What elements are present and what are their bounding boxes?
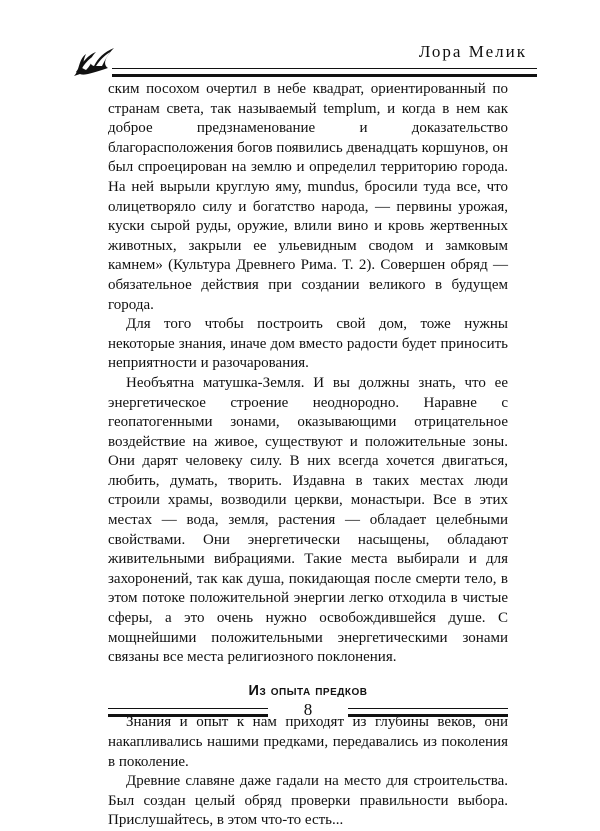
- paragraph-earth: Необъятна матушка-Земля. И вы должны знать, что ее энергетическое строение неоднородно. Наравне с геопатогенными зонами, оказывающими отрицательное воздействие на живое, существуют и положительные зоны. Они дарят человеку силу. В них всегда хочется двигаться, любить, думать, творить. Издавна в таких местах люди строили храмы, возводили церкви, монастыри. Все в этих местах — вода, земля, растения — обладает целебными свойствами. Они энергетически насыщены, обладают живительными вибрациями. Такие места выбирали и для захоронений, так как душа, покидающая после смерти тело, в этом потоке положительной энергии легко отходила в чистые сферы, а это очень нужно освобождившейся душе. С мощнейшими положительными энергетическими зонами связаны все места религиозного поклонения.: [108, 374, 508, 666]
- paragraph-house: Для того чтобы построить свой дом, тоже нужны некоторые знания, иначе дом вместо радости будет приносить неприятности и разочарования.: [108, 316, 508, 372]
- paragraph-continuation: ским посохом очертил в небе квадрат, ориентированный по странам света, так называемый templum, и когда в нем как доброе предзнаменование и доказательство благорасположения богов появились двенадцать коршунов, он был спроецирован на землю и определил территорию города. На ней вырыли круглую яму, mundus, бросили туда все, что олицетворяло силу и богатство народа, — первины урожая, куски сырой руды, оружие, влили вино и кровь жертвенных животных, закрыли ее ульевидным сводом и замковым камнем» (Культура Древнего Рима. Т. 2). Совершен обряд — обязательное действия при создании великого в будущем города.: [108, 81, 508, 313]
- paragraph-knowledge: Знания и опыт к нам приходят из глубины веков, они накапливались нашими предками, передавались из поколения в поколение.: [108, 714, 508, 770]
- page-header: [72, 30, 537, 78]
- section-title: Из опыта предков: [248, 682, 368, 699]
- footer-rule-right: [348, 708, 508, 717]
- paragraph-slavs: Древние славяне даже гадали на место для строительства. Был создан целый обряд проверки правильности выбора. Прислушайтесь, в этом что-то есть...: [108, 773, 508, 829]
- header-rule: [112, 68, 537, 77]
- page-number: 8: [303, 700, 313, 719]
- author-name: Лора Мелик: [418, 42, 527, 61]
- page-footer: [108, 700, 508, 720]
